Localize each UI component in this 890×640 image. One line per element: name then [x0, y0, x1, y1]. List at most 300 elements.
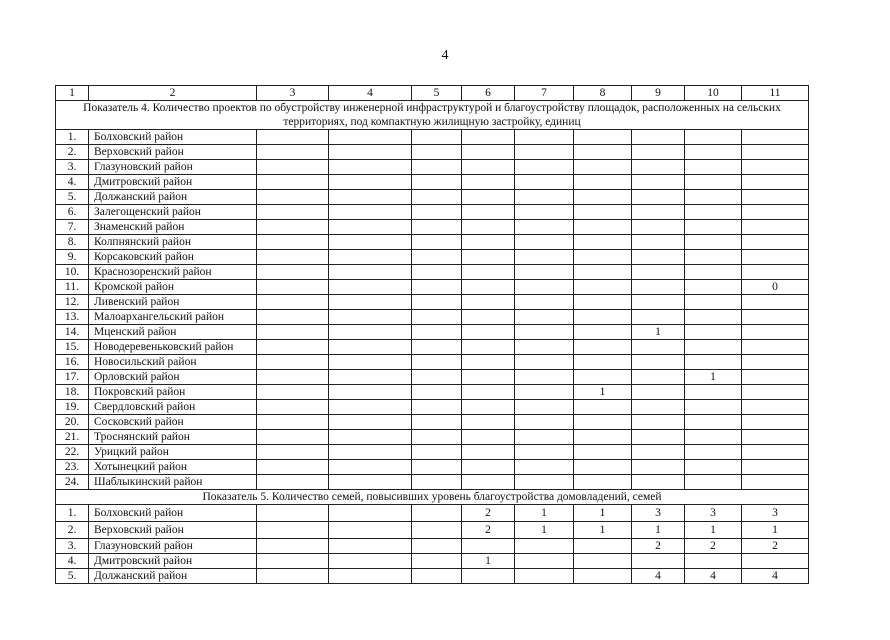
column-number-cell: 8 [574, 86, 632, 101]
table-row [56, 505, 809, 522]
row-number-cell: 23. [56, 460, 89, 475]
value-cell [742, 400, 809, 415]
value-cell [574, 280, 632, 295]
value-cell [329, 475, 412, 490]
district-name-cell: Орловский район [89, 370, 257, 385]
value-cell [515, 310, 574, 325]
value-cell [462, 445, 515, 460]
value-cell [742, 325, 809, 340]
row-number-cell: 5. [56, 190, 89, 205]
value-cell [462, 280, 515, 295]
table-row [56, 130, 809, 145]
value-cell [257, 325, 329, 340]
value-cell: 2 [462, 522, 515, 539]
value-cell [412, 522, 462, 539]
value-cell [412, 130, 462, 145]
value-cell [412, 460, 462, 475]
table-row [56, 145, 809, 160]
row-number-cell: 4. [56, 175, 89, 190]
value-cell [257, 295, 329, 310]
district-name-cell: Краснозоренский район [89, 265, 257, 280]
value-cell [462, 430, 515, 445]
value-cell [412, 505, 462, 522]
row-number-cell: 12. [56, 295, 89, 310]
value-cell [742, 160, 809, 175]
row-number-cell: 4. [56, 554, 89, 569]
value-cell [412, 310, 462, 325]
value-cell [632, 310, 685, 325]
value-cell [257, 569, 329, 584]
value-cell [462, 539, 515, 554]
value-cell [632, 554, 685, 569]
value-cell [515, 160, 574, 175]
value-cell [257, 400, 329, 415]
value-cell [462, 220, 515, 235]
value-cell [574, 475, 632, 490]
value-cell: 2 [742, 539, 809, 554]
value-cell [412, 190, 462, 205]
district-name-cell: Болховский район [89, 505, 257, 522]
value-cell [685, 160, 742, 175]
column-number-cell: 2 [89, 86, 257, 101]
value-cell [742, 235, 809, 250]
table-row [56, 160, 809, 175]
value-cell: 1 [685, 522, 742, 539]
value-cell [412, 554, 462, 569]
value-cell [742, 205, 809, 220]
value-cell [515, 130, 574, 145]
value-cell [632, 130, 685, 145]
value-cell [515, 235, 574, 250]
value-cell [412, 325, 462, 340]
value-cell [329, 522, 412, 539]
district-name-cell: Дмитровский район [89, 554, 257, 569]
value-cell [329, 265, 412, 280]
value-cell [742, 355, 809, 370]
district-name-cell: Новодеревеньковский район [89, 340, 257, 355]
table-row [56, 310, 809, 325]
value-cell [515, 385, 574, 400]
table-row [56, 522, 809, 539]
value-cell [574, 220, 632, 235]
value-cell [329, 355, 412, 370]
value-cell [574, 430, 632, 445]
value-cell [632, 415, 685, 430]
value-cell: 1 [632, 325, 685, 340]
value-cell: 2 [685, 539, 742, 554]
table-row [56, 539, 809, 554]
value-cell [412, 400, 462, 415]
district-name-cell: Дмитровский район [89, 175, 257, 190]
table-row [56, 569, 809, 584]
value-cell [632, 235, 685, 250]
value-cell [329, 250, 412, 265]
section-title-row [56, 101, 809, 130]
value-cell [329, 415, 412, 430]
table-row [56, 355, 809, 370]
section-title: Показатель 5. Количество семей, повысивших уровень благоустройства домовладений, семей [56, 490, 809, 505]
district-name-cell: Глазуновский район [89, 539, 257, 554]
value-cell [412, 205, 462, 220]
value-cell [515, 205, 574, 220]
value-cell [685, 475, 742, 490]
value-cell [257, 160, 329, 175]
value-cell [412, 430, 462, 445]
table-body [56, 86, 809, 584]
district-name-cell: Новосильский район [89, 355, 257, 370]
district-name-cell: Колпнянский район [89, 235, 257, 250]
row-number-cell: 10. [56, 265, 89, 280]
value-cell [574, 190, 632, 205]
value-cell [574, 554, 632, 569]
value-cell [632, 340, 685, 355]
value-cell [257, 415, 329, 430]
value-cell: 4 [742, 569, 809, 584]
column-number-row [56, 86, 809, 101]
value-cell [685, 235, 742, 250]
value-cell [685, 175, 742, 190]
value-cell [462, 160, 515, 175]
value-cell [515, 554, 574, 569]
value-cell: 3 [742, 505, 809, 522]
column-number-cell: 9 [632, 86, 685, 101]
value-cell [412, 370, 462, 385]
value-cell [515, 250, 574, 265]
value-cell [515, 190, 574, 205]
value-cell [685, 265, 742, 280]
value-cell [412, 355, 462, 370]
value-cell [515, 445, 574, 460]
value-cell [257, 460, 329, 475]
district-name-cell: Покровский район [89, 385, 257, 400]
value-cell [685, 325, 742, 340]
table-row [56, 475, 809, 490]
value-cell [742, 475, 809, 490]
section-title-row [56, 490, 809, 505]
value-cell [257, 475, 329, 490]
row-number-cell: 24. [56, 475, 89, 490]
value-cell [515, 280, 574, 295]
table-row [56, 445, 809, 460]
value-cell [412, 265, 462, 280]
value-cell [742, 415, 809, 430]
value-cell [257, 310, 329, 325]
value-cell: 1 [515, 505, 574, 522]
value-cell [574, 175, 632, 190]
value-cell [685, 310, 742, 325]
value-cell [742, 460, 809, 475]
value-cell [632, 160, 685, 175]
value-cell [574, 295, 632, 310]
value-cell [462, 310, 515, 325]
value-cell [574, 310, 632, 325]
value-cell [742, 250, 809, 265]
district-name-cell: Сосковский район [89, 415, 257, 430]
table-row [56, 295, 809, 310]
value-cell [257, 539, 329, 554]
table-row [56, 175, 809, 190]
row-number-cell: 1. [56, 505, 89, 522]
row-number-cell: 2. [56, 522, 89, 539]
value-cell [685, 430, 742, 445]
value-cell [462, 370, 515, 385]
value-cell [412, 235, 462, 250]
value-cell [515, 265, 574, 280]
district-name-cell: Залегощенский район [89, 205, 257, 220]
value-cell [574, 235, 632, 250]
table-row [56, 340, 809, 355]
value-cell [515, 295, 574, 310]
value-cell [462, 325, 515, 340]
value-cell [574, 370, 632, 385]
value-cell [462, 145, 515, 160]
value-cell [462, 400, 515, 415]
value-cell [632, 280, 685, 295]
value-cell [685, 445, 742, 460]
row-number-cell: 21. [56, 430, 89, 445]
value-cell [574, 205, 632, 220]
value-cell [632, 475, 685, 490]
value-cell [462, 340, 515, 355]
value-cell [742, 265, 809, 280]
value-cell [742, 340, 809, 355]
value-cell [632, 265, 685, 280]
value-cell [412, 445, 462, 460]
value-cell [515, 325, 574, 340]
value-cell [632, 370, 685, 385]
value-cell [462, 130, 515, 145]
row-number-cell: 18. [56, 385, 89, 400]
value-cell [329, 310, 412, 325]
value-cell [257, 250, 329, 265]
value-cell: 1 [574, 385, 632, 400]
value-cell [462, 175, 515, 190]
value-cell [515, 370, 574, 385]
value-cell [574, 340, 632, 355]
row-number-cell: 3. [56, 539, 89, 554]
value-cell [632, 220, 685, 235]
table-row [56, 415, 809, 430]
value-cell [632, 250, 685, 265]
value-cell [632, 295, 685, 310]
value-cell: 3 [632, 505, 685, 522]
district-name-cell: Должанский район [89, 569, 257, 584]
value-cell [257, 130, 329, 145]
value-cell [632, 460, 685, 475]
value-cell [329, 205, 412, 220]
value-cell [685, 190, 742, 205]
value-cell [685, 400, 742, 415]
value-cell [412, 175, 462, 190]
column-number-cell: 11 [742, 86, 809, 101]
value-cell [685, 205, 742, 220]
value-cell [685, 340, 742, 355]
row-number-cell: 11. [56, 280, 89, 295]
value-cell [412, 385, 462, 400]
row-number-cell: 1. [56, 130, 89, 145]
value-cell [462, 235, 515, 250]
value-cell [329, 190, 412, 205]
row-number-cell: 9. [56, 250, 89, 265]
section-title: Показатель 4. Количество проектов по обустройству инженерной инфраструктурой и благоустройству площадок, расположенных на сельских территориях, под компактную жилищную застройку, единиц [56, 101, 809, 130]
value-cell [462, 415, 515, 430]
row-number-cell: 8. [56, 235, 89, 250]
row-number-cell: 6. [56, 205, 89, 220]
value-cell [462, 385, 515, 400]
value-cell [515, 475, 574, 490]
row-number-cell: 3. [56, 160, 89, 175]
value-cell [412, 280, 462, 295]
value-cell: 4 [632, 569, 685, 584]
value-cell [685, 220, 742, 235]
indicator-table [55, 85, 809, 584]
value-cell: 1 [515, 522, 574, 539]
value-cell [574, 325, 632, 340]
value-cell [412, 475, 462, 490]
value-cell [412, 145, 462, 160]
value-cell [257, 190, 329, 205]
table-row [56, 325, 809, 340]
value-cell [462, 475, 515, 490]
value-cell [742, 130, 809, 145]
value-cell [412, 539, 462, 554]
value-cell [685, 130, 742, 145]
value-cell [515, 415, 574, 430]
row-number-cell: 15. [56, 340, 89, 355]
value-cell [515, 460, 574, 475]
value-cell [462, 250, 515, 265]
value-cell [742, 385, 809, 400]
district-name-cell: Шаблыкинский район [89, 475, 257, 490]
value-cell [515, 145, 574, 160]
district-name-cell: Верховский район [89, 145, 257, 160]
district-name-cell: Корсаковский район [89, 250, 257, 265]
value-cell [257, 145, 329, 160]
value-cell [574, 145, 632, 160]
value-cell [685, 280, 742, 295]
value-cell [412, 295, 462, 310]
value-cell [329, 220, 412, 235]
page-number: 4 [441, 48, 449, 63]
value-cell [685, 145, 742, 160]
table-row [56, 265, 809, 280]
district-name-cell: Хотынецкий район [89, 460, 257, 475]
value-cell [257, 430, 329, 445]
value-cell [632, 445, 685, 460]
value-cell [685, 250, 742, 265]
value-cell: 1 [685, 370, 742, 385]
column-number-cell: 3 [257, 86, 329, 101]
table-row [56, 430, 809, 445]
district-name-cell: Верховский район [89, 522, 257, 539]
value-cell [412, 340, 462, 355]
value-cell [329, 160, 412, 175]
value-cell [329, 235, 412, 250]
district-name-cell: Глазуновский район [89, 160, 257, 175]
value-cell [742, 295, 809, 310]
value-cell [257, 554, 329, 569]
table-row [56, 460, 809, 475]
value-cell [574, 445, 632, 460]
table-row [56, 554, 809, 569]
value-cell [329, 325, 412, 340]
value-cell [632, 175, 685, 190]
row-number-cell: 16. [56, 355, 89, 370]
value-cell [329, 295, 412, 310]
value-cell [412, 220, 462, 235]
value-cell [574, 160, 632, 175]
column-number-cell: 5 [412, 86, 462, 101]
column-number-cell: 7 [515, 86, 574, 101]
value-cell [515, 220, 574, 235]
value-cell [257, 522, 329, 539]
column-number-cell: 6 [462, 86, 515, 101]
value-cell [412, 160, 462, 175]
row-number-cell: 14. [56, 325, 89, 340]
table-row [56, 400, 809, 415]
table-row [56, 235, 809, 250]
value-cell [329, 400, 412, 415]
value-cell [329, 340, 412, 355]
value-cell [574, 539, 632, 554]
value-cell [329, 554, 412, 569]
district-name-cell: Мценский район [89, 325, 257, 340]
district-name-cell: Малоархангельский район [89, 310, 257, 325]
value-cell [257, 280, 329, 295]
value-cell [742, 220, 809, 235]
column-number-cell: 10 [685, 86, 742, 101]
value-cell [515, 430, 574, 445]
value-cell [412, 250, 462, 265]
value-cell [685, 460, 742, 475]
value-cell [574, 265, 632, 280]
value-cell [257, 445, 329, 460]
value-cell [329, 505, 412, 522]
value-cell [742, 190, 809, 205]
value-cell: 1 [742, 522, 809, 539]
value-cell [632, 145, 685, 160]
value-cell [462, 355, 515, 370]
value-cell [257, 220, 329, 235]
district-name-cell: Кромской район [89, 280, 257, 295]
value-cell [329, 175, 412, 190]
value-cell [742, 554, 809, 569]
value-cell [685, 355, 742, 370]
value-cell [462, 205, 515, 220]
value-cell [462, 190, 515, 205]
district-name-cell: Троснянский район [89, 430, 257, 445]
value-cell [329, 145, 412, 160]
value-cell [257, 505, 329, 522]
value-cell [329, 539, 412, 554]
value-cell: 1 [574, 505, 632, 522]
value-cell [329, 445, 412, 460]
value-cell [685, 385, 742, 400]
value-cell [462, 569, 515, 584]
value-cell: 2 [632, 539, 685, 554]
value-cell [742, 445, 809, 460]
table-row [56, 370, 809, 385]
value-cell [574, 250, 632, 265]
value-cell [742, 175, 809, 190]
row-number-cell: 2. [56, 145, 89, 160]
value-cell [515, 175, 574, 190]
value-cell [515, 569, 574, 584]
district-name-cell: Болховский район [89, 130, 257, 145]
value-cell [329, 280, 412, 295]
row-number-cell: 5. [56, 569, 89, 584]
value-cell [742, 145, 809, 160]
